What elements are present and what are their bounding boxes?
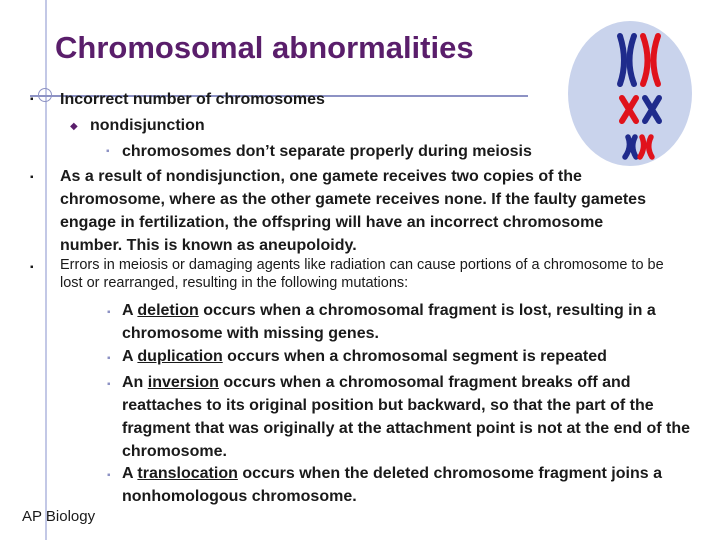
diamond-bullet-icon: ◆	[70, 121, 78, 132]
term-deletion: deletion	[137, 302, 199, 319]
square-bullet-icon: ▪	[30, 172, 34, 183]
sub-sub-bullet-separation: chromosomes don’t separate properly during meiosis	[122, 143, 532, 160]
square-bullet-icon: ▪	[107, 379, 111, 390]
bullet-meiosis-errors: Errors in meiosis or damaging agents like radiation can cause portions of a chromosome to be lost or rearranged, resulting in the following mutations:	[60, 257, 664, 291]
mutation-deletion	[122, 299, 712, 345]
text-prefix: A	[122, 465, 138, 482]
term-inversion: inversion	[147, 374, 219, 391]
square-bullet-icon: ▪	[30, 262, 34, 273]
text-description: occurs when a chromosomal fragment is lost, resulting in a chromosome with missing genes.	[122, 302, 656, 342]
text-prefix: An	[122, 374, 148, 391]
mutation-inversion	[122, 371, 712, 463]
text-prefix: A	[122, 302, 138, 319]
slide-title: Chromosomal abnormalities	[55, 30, 474, 65]
mutation-translocation	[122, 462, 682, 508]
footer-course-label: AP Biology	[22, 508, 96, 525]
sub-bullet-nondisjunction: nondisjunction	[90, 117, 205, 134]
square-bullet-icon: ▪	[107, 470, 111, 481]
term-duplication: duplication	[137, 348, 223, 365]
mutation-duplication	[122, 345, 712, 368]
bullet-incorrect-number: Incorrect number of chromosomes	[60, 91, 325, 108]
bullet-nondisjunction-result: As a result of nondisjunction, one gamete receives two copies of the chromosome, where as the other gamete receives none. If the faulty gametes engage in fertilization, the offspring will have an incorrect chromosome number. This is known as aneupoloidy.	[60, 168, 646, 254]
square-bullet-icon: ▪	[107, 307, 111, 318]
text-description: occurs when a chromosomal segment is repeated	[222, 348, 607, 365]
crosshair-ornament	[38, 88, 52, 102]
text-description: occurs when the deleted chromosome fragment joins a nonhomologous chromosome.	[122, 465, 662, 505]
square-bullet-icon: ▪	[106, 146, 110, 157]
text-prefix: A	[122, 348, 138, 365]
term-translocation: translocation	[137, 465, 238, 482]
left-margin-rule	[45, 0, 47, 540]
text-description: occurs when a chromosomal fragment breaks off and reattaches to its original position but backward, so that the part of the fragment that was originally at the attachment point is not at the end of the chromosome.	[122, 374, 691, 460]
square-bullet-icon: ▪	[107, 353, 111, 364]
square-bullet-icon: ▪	[30, 94, 34, 105]
